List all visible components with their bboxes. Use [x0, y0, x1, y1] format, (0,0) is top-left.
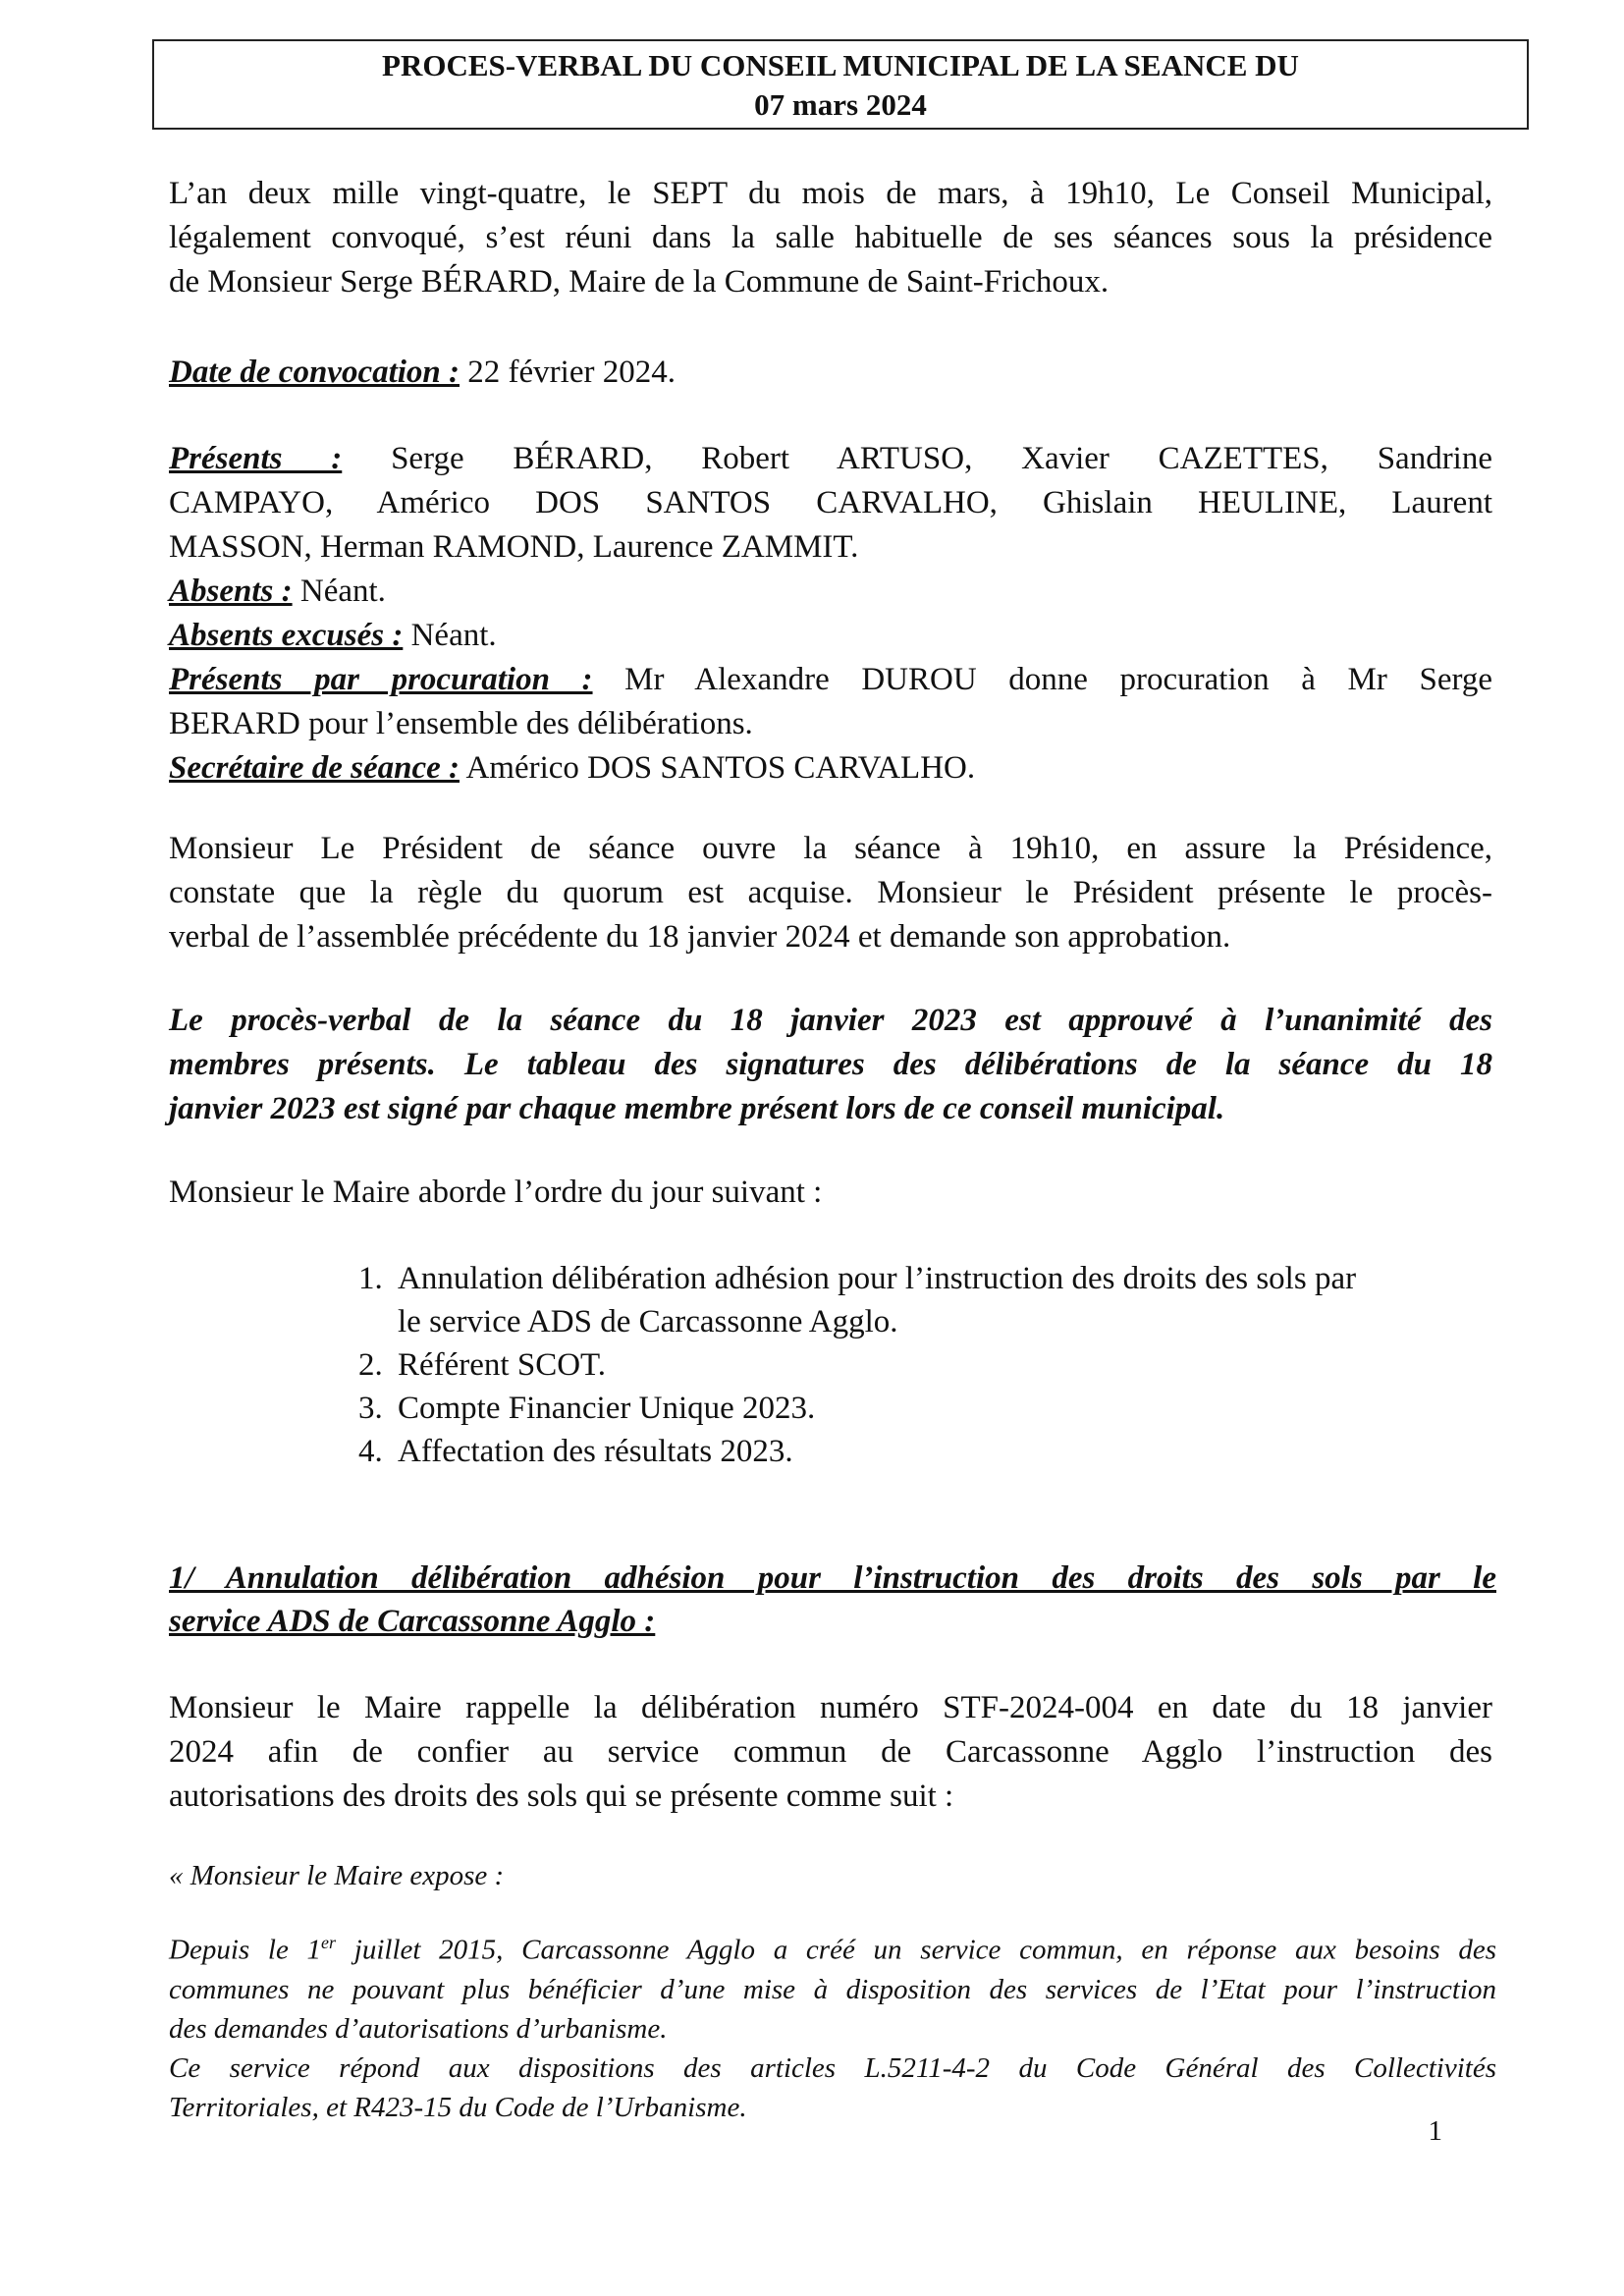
intro-line: légalement convoqué, s’est réuni dans la salle habituelle de ses séances sous la présidence — [169, 220, 1492, 255]
agenda-item-text: Compte Financier Unique 2023. — [398, 1391, 816, 1426]
section-1-line: autorisations des droits des sols qui se présente comme suit : — [169, 1778, 954, 1814]
secretaire-label: Secrétaire de séance : — [169, 750, 460, 786]
opening-paragraph — [169, 827, 1492, 959]
quote-line — [169, 1923, 1496, 1970]
opening-line: verbal de l’assemblée précédente du 18 janvier 2024 et demande son approbation. — [169, 919, 1231, 955]
approval-line: janvier 2023 est signé par chaque membre présent lors de ce conseil municipal. — [169, 1091, 1225, 1126]
section-1-title — [169, 1557, 1496, 1643]
presents-row — [169, 437, 1492, 481]
agenda-intro — [169, 1171, 1492, 1215]
agenda-item-number: 4. — [358, 1434, 383, 1469]
agenda-item-number: 2. — [358, 1347, 383, 1383]
session-date: 07 mars 2024 — [754, 87, 927, 122]
absents-label: Absents : — [169, 574, 293, 609]
agenda-item-text: Annulation délibération adhésion pour l’instruction des droits des sols par — [398, 1261, 1357, 1296]
convocation-value: 22 février 2024. — [467, 355, 676, 390]
document-title-box — [152, 39, 1529, 130]
intro-line: de Monsieur Serge BÉRARD, Maire de la Commune de Saint-Frichoux. — [169, 264, 1110, 300]
excuses-row — [169, 614, 1492, 658]
opening-line: Monsieur Le Président de séance ouvre la séance à 19h10, en assure la Présidence, — [169, 831, 1492, 866]
procuration-text: Mr Alexandre DUROU donne procuration à Mr Serge — [624, 662, 1493, 697]
agenda-list — [358, 1257, 1497, 1473]
intro-line: L’an deux mille vingt-quatre, le SEPT du mois de mars, à 19h10, Le Conseil Municipal, — [169, 176, 1492, 211]
convocation-label: Date de convocation : — [169, 355, 460, 390]
quote-line: communes ne pouvant plus bénéficier d’une mise à disposition des services de l’Etat pour l’instruction — [169, 1973, 1496, 2005]
agenda-item — [358, 1257, 1497, 1343]
approval-line: Le procès-verbal de la séance du 18 janvier 2023 est approuvé à l’unanimité des — [169, 1003, 1492, 1038]
absents-row — [169, 570, 1492, 614]
agenda-item — [358, 1343, 1497, 1387]
superscript: er — [321, 1933, 337, 1952]
agenda-item-text: Affectation des résultats 2023. — [398, 1434, 793, 1469]
quote-intro-text: « Monsieur le Maire expose : — [169, 1860, 505, 1891]
intro-paragraph — [169, 172, 1492, 304]
section-1-line: 2024 afin de confier au service commun de Carcassonne Agglo l’instruction des — [169, 1734, 1492, 1770]
quote-body — [169, 1923, 1496, 2127]
attendance-section — [169, 437, 1492, 791]
procuration-row — [169, 658, 1492, 702]
procuration-text: BERARD pour l’ensemble des délibérations. — [169, 706, 753, 741]
section-1-line: Monsieur le Maire rappelle la délibération numéro STF-2024-004 en date du 18 janvier — [169, 1690, 1492, 1725]
agenda-intro-text: Monsieur le Maire aborde l’ordre du jour suivant : — [169, 1175, 823, 1210]
agenda-item — [358, 1387, 1497, 1430]
presents-list: Serge BÉRARD, Robert ARTUSO, Xavier CAZETTES, Sandrine — [391, 441, 1492, 476]
presents-list: MASSON, Herman RAMOND, Laurence ZAMMIT. — [169, 529, 859, 565]
presents-label: Présents : — [169, 441, 343, 476]
quote-line: Ce service répond aux dispositions des articles L.5211-4-2 du Code Général des Collectivités — [169, 2051, 1496, 2084]
agenda-item-number: 3. — [358, 1391, 383, 1426]
excuses-value: Néant. — [410, 618, 497, 653]
section-1-title-line: 1/ Annulation délibération adhésion pour l’instruction des droits des sols par le — [169, 1560, 1496, 1596]
quote-intro — [169, 1856, 1496, 1895]
section-1-paragraph — [169, 1686, 1492, 1819]
document-title: PROCES-VERBAL DU CONSEIL MUNICIPAL DE LA SEANCE DU — [382, 48, 1299, 82]
agenda-item — [358, 1430, 1497, 1473]
approval-paragraph — [169, 999, 1492, 1131]
page-number: 1 — [1428, 2115, 1442, 2147]
secretaire-row — [169, 746, 1492, 791]
presents-list: CAMPAYO, Américo DOS SANTOS CARVALHO, Ghislain HEULINE, Laurent — [169, 485, 1492, 520]
agenda-item-text: Référent SCOT. — [398, 1347, 607, 1383]
absents-value: Néant. — [299, 574, 386, 609]
quote-line: Territoriales, et R423-15 du Code de l’Urbanisme. — [169, 2091, 747, 2123]
quote-line: des demandes d’autorisations d’urbanisme. — [169, 2012, 668, 2045]
agenda-item-number: 1. — [358, 1261, 383, 1296]
excuses-label: Absents excusés : — [169, 618, 404, 653]
procuration-label: Présents par procuration : — [169, 662, 593, 697]
quote-text: Depuis le 1 — [169, 1934, 322, 1966]
secretaire-value: Américo DOS SANTOS CARVALHO. — [465, 750, 976, 786]
agenda-item-text: le service ADS de Carcassonne Agglo. — [398, 1304, 898, 1339]
section-1-title-line: service ADS de Carcassonne Agglo : — [169, 1604, 656, 1639]
quote-text: juillet 2015, Carcassonne Agglo a créé un service commun, en réponse aux besoins des — [336, 1934, 1496, 1966]
opening-line: constate que la règle du quorum est acquise. Monsieur le Président présente le procès- — [169, 875, 1492, 910]
convocation-row — [169, 351, 1492, 395]
approval-line: membres présents. Le tableau des signatures des délibérations de la séance du 18 — [169, 1047, 1492, 1082]
